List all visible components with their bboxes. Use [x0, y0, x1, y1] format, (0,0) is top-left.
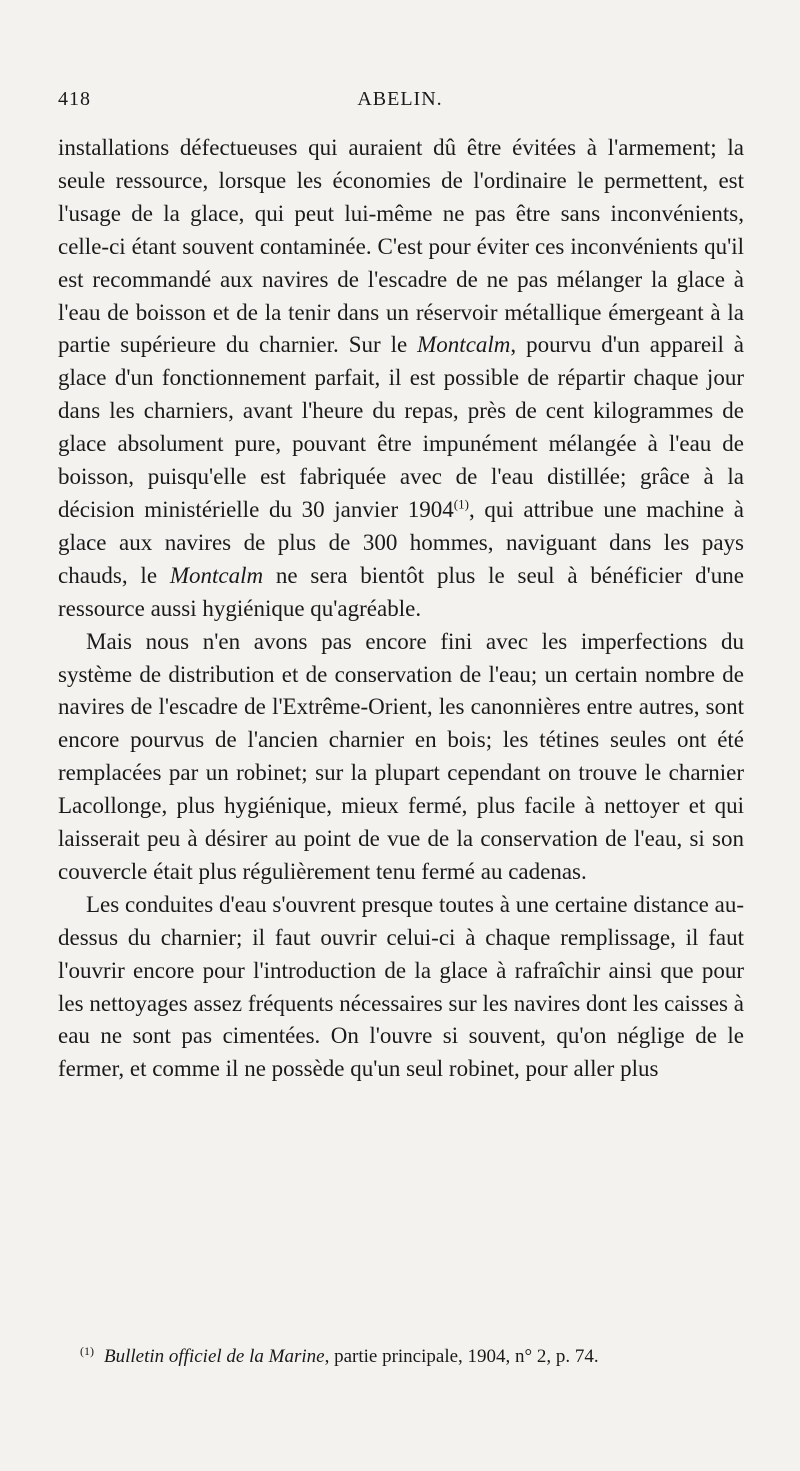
footnote-text: , partie principale, 1904, n° 2, p. 74. [324, 1346, 599, 1367]
footnote-reference: (1) [453, 496, 469, 512]
footnote-title: Bulletin officiel de la Marine [104, 1346, 325, 1367]
ship-name: Montcalm [169, 562, 264, 588]
text-run: ne sera bientôt plus le seul à bénéficier d'une ressource aussi hygiénique qu'agréable. [58, 562, 744, 621]
text-run: Les conduites d'eau s'ouvrent presque toutes à une certaine distance au-dessus du charnier; il faut ouvrir celui-ci à chaque remplissage, il faut l'ouvrir encore pour l'introduction de la glace à rafraîchir ainsi que pour les nettoyages assez fréquents nécessaires sur les navires dont les caisses à eau ne sont pas cimentées. On l'ouvre si souvent, qu'on néglige de le fermer, et comme il ne possède qu'un seul robinet, pour aller plus [58, 891, 744, 1082]
page-number: 418 [58, 88, 91, 110]
footnote-mark: (1) [80, 1343, 94, 1358]
page-header [58, 88, 742, 118]
running-head: ABELIN. [357, 88, 443, 110]
footnote [80, 1344, 750, 1370]
text-run: , pourvu d'un appareil à glace d'un fonctionnement parfait, il est possible de répartir chaque jour dans les charniers, avant l'heure du repas, près de cent kilogrammes de glace absolument pure, pouvant être impunément mélangée à l'eau de boisson, puisqu'elle est fabriquée avec de l'eau distillée; grâce à la décision ministérielle du 30 janvier 1904 [58, 332, 744, 522]
text-run: Mais nous n'en avons pas encore fini avec les imperfections du système de distribution et de conservation de l'eau; un certain nombre de navires de l'escadre de l'Extrême-Orient, les canonnières entre autres, sont encore pourvus de l'ancien charnier en bois; les tétines seules ont été remplacées par un robinet; sur la plupart cependant on trouve le charnier Lacollonge, plus hygiénique, mieux fermé, plus facile à nettoyer et qui laisserait peu à désirer au point de vue de la conservation de l'eau, si son couvercle était plus régulièrement tenu fermé au cadenas. [58, 628, 744, 884]
body-text [58, 132, 744, 1086]
text-run: , qui attribue une machine à glace aux navires de plus de 300 hommes, naviguant dans les pays chauds, le [58, 496, 744, 588]
paragraph [58, 889, 744, 1086]
paragraph [58, 132, 744, 626]
paragraph [58, 626, 744, 889]
text-run: installations défectueuses qui auraient dû être évitées à l'armement; la seule ressource, lorsque les économies de l'ordinaire le permettent, est l'usage de la glace, qui peut lui-même ne pas être sans inconvénients, celle-ci étant souvent contaminée. C'est pour éviter ces inconvénients qu'il est recommandé aux navires de l'escadre de ne pas mélanger la glace à l'eau de boisson et de la tenir dans un réservoir métallique émergeant à la partie supérieure du charnier. Sur le [58, 135, 744, 358]
ship-name: Montcalm [417, 332, 511, 358]
